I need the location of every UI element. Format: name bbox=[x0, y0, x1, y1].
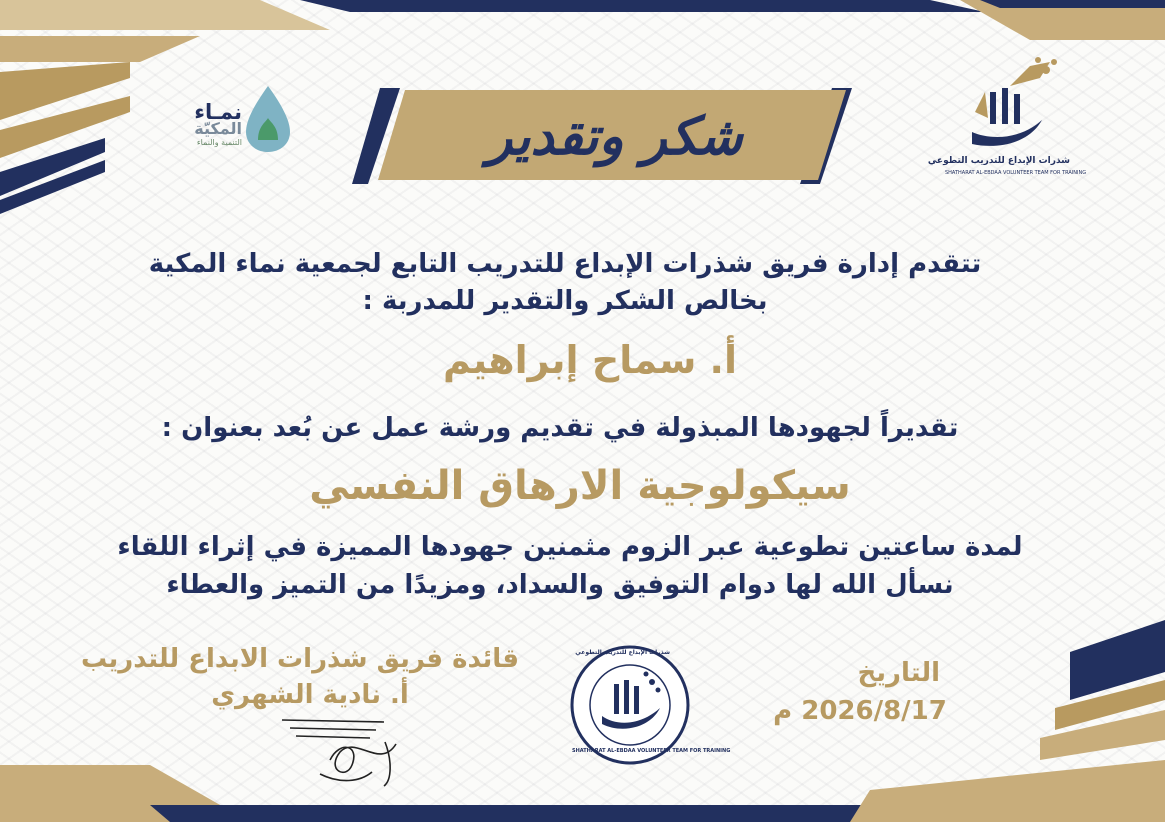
top-navy-stripe bbox=[300, 0, 985, 12]
certificate-title: شكر وتقدير bbox=[487, 105, 743, 167]
right-logo-caption: شذرات الإبداع للتدريب التطوعي bbox=[927, 156, 1070, 166]
seal-text-en: SHATHARAT AL-EBDAA VOLUNTEER TEAM FOR TRAINING bbox=[572, 748, 731, 754]
body-line-2: بخالص الشكر والتقدير للمدربة : bbox=[362, 286, 768, 316]
bottom-navy-stripe bbox=[150, 805, 900, 822]
handwritten-signature bbox=[282, 720, 396, 786]
date-value: 2026/8/17 م bbox=[773, 696, 947, 726]
nama-logo-name-1: نمـاء bbox=[194, 100, 242, 124]
signer-name: أ. نادية الشهري bbox=[211, 680, 409, 710]
right-logo-mark bbox=[972, 57, 1057, 146]
seal-text-ar: شذرات الإبداع للتدريب التطوعي bbox=[575, 649, 670, 656]
nama-logo-name-2: المكيّة bbox=[194, 119, 242, 138]
bottom-right-gold bbox=[850, 760, 1165, 822]
signature-title: قائدة فريق شذرات الابداع للتدريب bbox=[80, 644, 520, 674]
body-line-4: لمدة ساعتين تطوعية عبر الزوم مثمنين جهودها المميزة في إثراء اللقاء bbox=[117, 532, 1023, 562]
top-right-navy-stripe bbox=[980, 0, 1165, 8]
right-logo-caption-en: SHATHARAT AL-EBDAA VOLUNTEER TEAM FOR TRAINING bbox=[945, 170, 1087, 176]
body-line-3: تقديراً لجهودها المبذولة في تقديم ورشة عمل عن بُعد بعنوان : bbox=[161, 413, 959, 443]
workshop-title: سيكولوجية الارهاق النفسي bbox=[309, 463, 851, 509]
team-seal bbox=[572, 647, 731, 763]
top-left-gold-corner bbox=[0, 0, 330, 30]
trainer-name: أ. سماح إبراهيم bbox=[442, 338, 738, 382]
nama-logo-tagline: التنمية والنماء bbox=[196, 138, 242, 147]
body-line-1: تتقدم إدارة فريق شذرات الإبداع للتدريب التابع لجمعية نماء المكية bbox=[148, 249, 982, 279]
body-line-5: نسأل الله لها دوام التوفيق والسداد، ومزيدًا من التميز والعطاء bbox=[166, 570, 954, 600]
top-left-gold-band bbox=[0, 36, 200, 62]
date-label: التاريخ bbox=[857, 658, 940, 688]
